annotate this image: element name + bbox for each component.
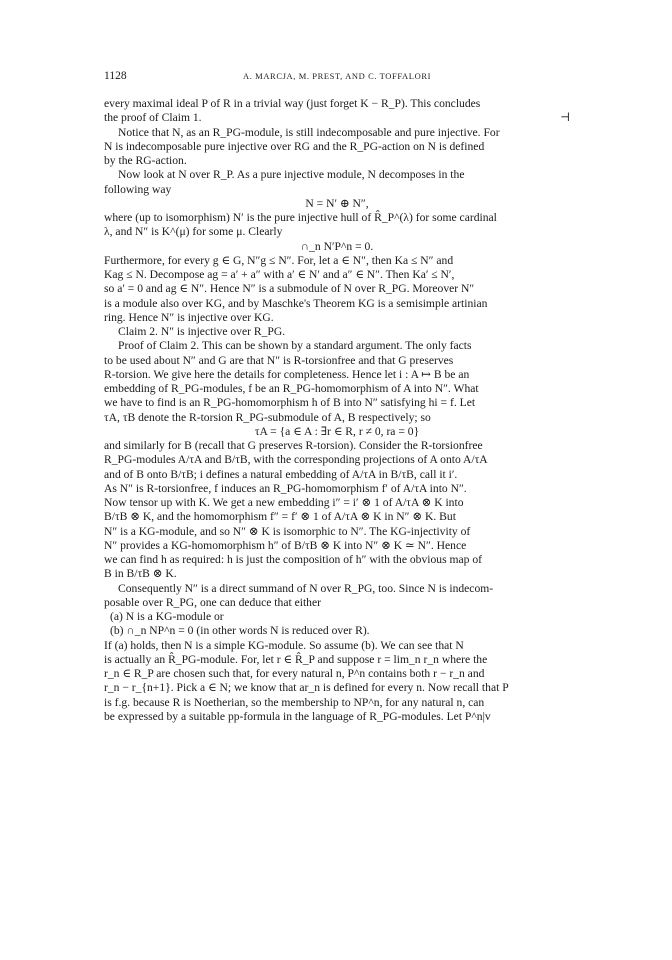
text-line: we can find h as required: h is just the composition of h″ with the obvious map of — [104, 553, 483, 566]
text-line: B/τB ⊗ K, and the homomorphism f″ = f′ ⊗ 1 of A/τA ⊗ K in N″ ⊗ K. But — [104, 510, 456, 524]
display-equation: N = N′ ⊕ N″, — [305, 196, 369, 210]
text-line: so a′ = 0 and ag ∈ N″. Hence N″ is a submodule of N over R_PG. Moreover N″ — [104, 282, 475, 296]
claim-statement: Claim 2. N″ is injective over R_PG. — [118, 325, 286, 338]
text-line: N″ is a KG-module, and so N″ ⊗ K is isomorphic to N″. The KG-injectivity of — [104, 524, 471, 538]
text-line: the proof of Claim 1. — [104, 111, 202, 125]
text-line: Kag ≤ N. Decompose ag = a′ + a″ with a′ ∈ N′ and a″ ∈ N″. Then Ka′ ≤ N′, — [104, 268, 455, 281]
text-line: is actually an R̂_PG-module. For, let r ∈ R̂_P and suppose r = lim_n r_n where the — [104, 652, 488, 666]
text-line: Furthermore, for every g ∈ G, N″g ≤ N″. For, let a ∈ N″, then Ka ≤ N″ and — [104, 253, 454, 267]
display-equation: τA = {a ∈ A : ∃r ∈ R, r ≠ 0, ra = 0} — [254, 424, 420, 438]
text-line: Now look at N over R_P. As a pure injective module, N decomposes in the — [118, 168, 465, 182]
text-line: is f.g. because R is Noetherian, so the membership to NP^n, for any natural n, can — [104, 695, 485, 709]
text-line: to be used about N″ and G are that N″ is R-torsionfree and that G preserves — [104, 353, 454, 367]
text-line: following way — [104, 182, 172, 196]
text-line: we have to find is an R_PG-homomorphism h of B into N″ satisfying hi = f. Let — [104, 396, 476, 410]
body-text — [104, 97, 570, 724]
text-line: Consequently N″ is a direct summand of N over R_PG, too. Since N is indecom- — [118, 581, 494, 595]
text-line: τA, τB denote the R-torsion R_PG-submodule of A, B respectively; so — [104, 410, 431, 424]
page-header — [104, 70, 570, 84]
text-line: r_n − r_{n+1}. Pick a ∈ N; we know that ar_n is defined for every n. Now recall that P — [104, 681, 509, 695]
text-line: Notice that N, as an R_PG-module, is still indecomposable and pure injective. For — [118, 125, 500, 139]
journal-page — [104, 70, 570, 724]
text-line: As N″ is R-torsionfree, f induces an R_PG-homomorphism f′ of A/τA into N″. — [104, 481, 467, 495]
text-line: N is indecomposable pure injective over RG and the R_PG-action on N is defined — [104, 139, 485, 153]
display-equation: ∩_n N′P^n = 0. — [300, 239, 374, 253]
text-line: every maximal ideal P of R in a trivial way (just forget K − R_P). This concludes — [104, 97, 481, 110]
text-line: ring. Hence N″ is injective over KG. — [104, 310, 274, 324]
text-line: where (up to isomorphism) N′ is the pure injective hull of R̂_P^(λ) for some cardinal — [104, 211, 497, 224]
text-line: B in B/τB ⊗ K. — [104, 567, 177, 581]
text-line: by the RG-action. — [104, 154, 187, 167]
text-line: N″ provides a KG-homomorphism h″ of B/τB ⊗ K into N″ ⊗ K ≃ N″. Hence — [104, 538, 467, 552]
text-line: R-torsion. We give here the details for completeness. Hence let i : A ↦ B be an — [104, 367, 470, 381]
text-line: λ, and N″ is K^(μ) for some μ. Clearly — [104, 225, 283, 239]
text-line: and of B onto B/τB; i defines a natural embedding of A/τA in B/τB, call it i′. — [104, 467, 458, 481]
proof-line: Proof of Claim 2. This can be shown by a standard argument. The only facts — [118, 339, 472, 353]
text-line: r_n ∈ R_P are chosen such that, for every natural n, P^n contains both r − r_n and — [104, 667, 485, 680]
text-line: embedding of R_PG-modules, f be an R_PG-homomorphism of A into N″. What — [104, 382, 479, 395]
text-line: and similarly for B (recall that G preserves R-torsion). Consider the R-torsionfree — [104, 439, 483, 452]
page-number: 1128 — [104, 70, 127, 82]
text-line: posable over R_PG, one can deduce that either — [104, 595, 321, 609]
end-of-proof-mark: ⊣ — [560, 111, 570, 125]
text-line: Now tensor up with K. We get a new embedding i″ = i′ ⊗ 1 of A/τA ⊗ K into — [104, 496, 464, 509]
text-line: is a module also over KG, and by Maschke's Theorem KG is a semisimple artinian — [104, 296, 488, 310]
text-line: be expressed by a suitable pp-formula in the language of R_PG-modules. Let P^n|v — [104, 709, 491, 723]
running-head: A. MARCJA, M. PREST, AND C. TOFFALORI — [242, 71, 432, 81]
text-line: R_PG-modules A/τA and B/τB, with the corresponding projections of A onto A/τA — [104, 453, 488, 467]
text-line: If (a) holds, then N is a simple KG-module. So assume (b). We can see that N — [104, 638, 464, 652]
list-item: (b) ∩_n NP^n = 0 (in other words N is reduced over R). — [110, 624, 370, 638]
list-item: (a) N is a KG-module or — [110, 610, 224, 623]
